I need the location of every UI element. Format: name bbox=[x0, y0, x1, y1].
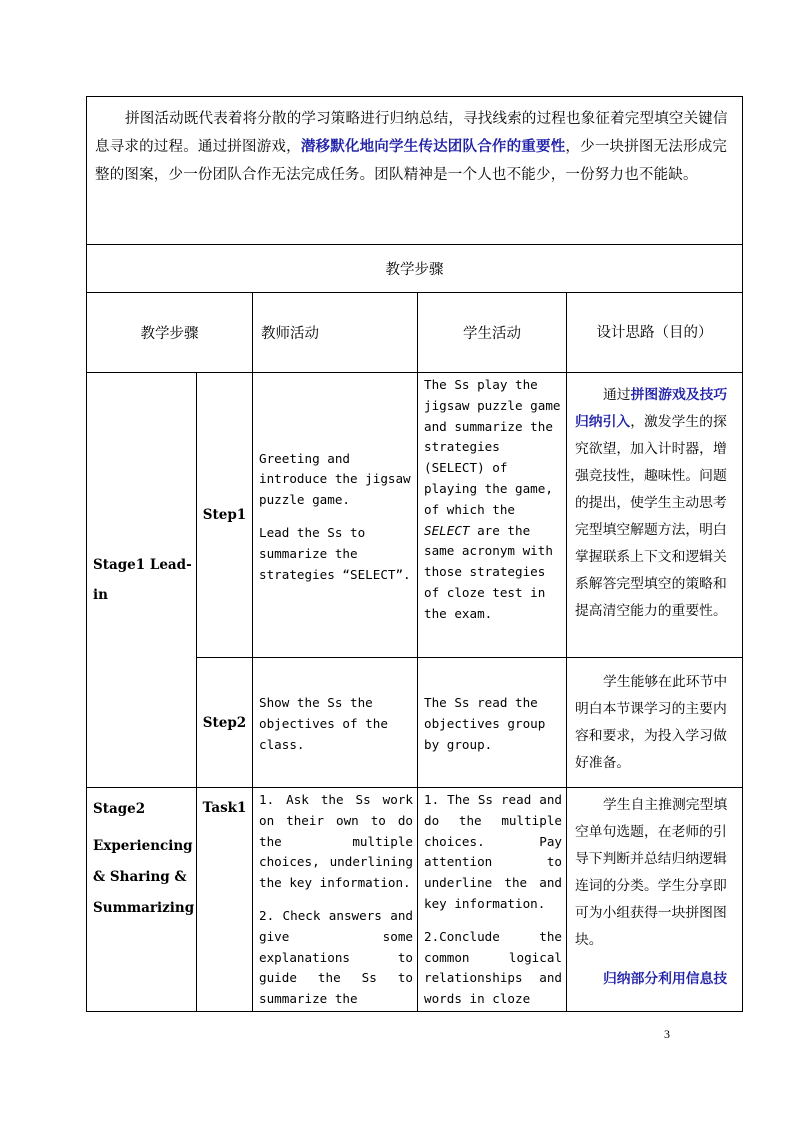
task1-teacher-p2: 2. Check answers and give some explanations to guide the Ss to summarize the bbox=[259, 907, 413, 1007]
stage1-cell bbox=[87, 373, 197, 788]
lesson-plan-table bbox=[86, 96, 743, 1012]
stage2-label-line1: Stage2 bbox=[93, 801, 146, 817]
step1-student-p1: The Ss play the jigsaw puzzle game and summarize the strategies (SELECT) of playing the game, of which the bbox=[424, 377, 561, 517]
step1-student-p2: are the same acronym with those strategies of cloze test in the exam. bbox=[424, 522, 553, 621]
step1-student-cell bbox=[418, 373, 567, 658]
step1-teacher-cell bbox=[253, 373, 418, 658]
step2-cell bbox=[197, 658, 253, 788]
task1-student-p2: 2.Conclude the common logical relationships and words in cloze bbox=[424, 928, 562, 1007]
step1-design bbox=[567, 373, 742, 625]
header-row bbox=[87, 293, 743, 373]
task1-teacher-activity bbox=[253, 788, 417, 1010]
step2-teacher-activity: Show the Ss the objectives of the class. bbox=[259, 695, 388, 752]
task1-student-activity bbox=[418, 788, 566, 1010]
stage2-label bbox=[87, 788, 196, 924]
step1-teacher-p1: Greeting and introduce the jigsaw puzzle game. bbox=[259, 450, 411, 508]
step1-design-highlight: 拼图游戏及技巧归纳引入 bbox=[575, 387, 728, 430]
step2-design-cell bbox=[567, 658, 743, 788]
header-design-cell bbox=[567, 293, 743, 373]
intro-text-part1: 拼图活动既代表着将分散的学习策略进行归纳总结，寻找线索的过程也象征着完型填空关键信息寻求的过程。通过拼图游戏， bbox=[95, 111, 728, 155]
header-design: 设计思路（目的） bbox=[596, 324, 713, 341]
title-row bbox=[87, 245, 743, 293]
step1-teacher-activity bbox=[253, 445, 417, 586]
stage2-label-line2: Experiencing bbox=[93, 838, 193, 854]
intro-paragraph bbox=[87, 97, 742, 189]
header-student: 学生活动 bbox=[418, 293, 567, 373]
header-teacher: 教师活动 bbox=[253, 293, 418, 373]
step1-cell bbox=[197, 373, 253, 658]
step1-teacher-p2: Lead the Ss to summarize the strategies “SELECT”. bbox=[259, 525, 411, 582]
step2-label: Step2 bbox=[202, 714, 247, 731]
stage2-task1-row bbox=[87, 788, 743, 1012]
step1-design-post: ，激发学生的探究欲望，加入计时器，增强竞技性，趣味性。问题的提出，使学生主动思考完型填空解题方法，明白掌握联系上下文和逻辑关系解答完型填空的策略和提高清空能力的重要性。 bbox=[575, 414, 727, 619]
step2-student-activity: The Ss read the objectives group by group. bbox=[424, 695, 546, 752]
step1-student-italic: SELECT bbox=[424, 522, 470, 538]
step2-student-cell bbox=[418, 658, 567, 788]
step1-design-cell bbox=[567, 373, 743, 658]
intro-cell bbox=[87, 97, 743, 245]
task1-design-p2: 归纳部分利用信息技 bbox=[603, 971, 728, 987]
stage2-label-line4: Summarizing bbox=[93, 900, 195, 916]
intro-text-part2: ，少一块拼图无法形成完整的图案，少一份团队合作无法完成任务。团队精神是一个人也不能少，一份努力也不能缺。 bbox=[95, 139, 728, 183]
task1-teacher-p1: 1. Ask the Ss work on their own to do the multiple choices, underlining the key information. bbox=[259, 792, 413, 891]
task1-design-p1: 学生自主推测完型填空单句选题，在老师的引导下判断并总结归纳逻辑连词的分类。学生分享即可为小组获得一块拼图图块。 bbox=[575, 797, 728, 948]
task1-teacher-cell bbox=[253, 788, 418, 1012]
page-number: 3 bbox=[664, 1027, 670, 1041]
stage2-label-line3: & Sharing & bbox=[93, 869, 187, 885]
stage1-label: Stage1 Lead-in bbox=[93, 557, 192, 603]
task1-student-cell bbox=[418, 788, 567, 1012]
intro-highlight: 潜移默化地向学生传达团队合作的重要性 bbox=[300, 139, 566, 155]
task1-design bbox=[567, 788, 742, 993]
task1-student-p1: 1. The Ss read and do the multiple choices. Pay attention to underline the and key information. bbox=[424, 792, 562, 911]
table-title: 教学步骤 bbox=[87, 245, 743, 293]
task1-label: Task1 bbox=[202, 800, 247, 816]
stage1-step1-row bbox=[87, 373, 743, 658]
step2-teacher-cell bbox=[253, 658, 418, 788]
step1-label: Step1 bbox=[202, 507, 247, 523]
task1-design-cell bbox=[567, 788, 743, 1012]
header-steps: 教学步骤 bbox=[87, 293, 253, 373]
step1-design-pre: 通过 bbox=[603, 387, 631, 403]
task1-cell bbox=[197, 788, 253, 1012]
step2-design: 学生能够在此环节中明白本节课学习的主要内容和要求，为投入学习做好准备。 bbox=[575, 673, 728, 771]
stage2-cell bbox=[87, 788, 197, 1012]
step1-student-activity bbox=[418, 373, 566, 625]
intro-row bbox=[87, 97, 743, 245]
